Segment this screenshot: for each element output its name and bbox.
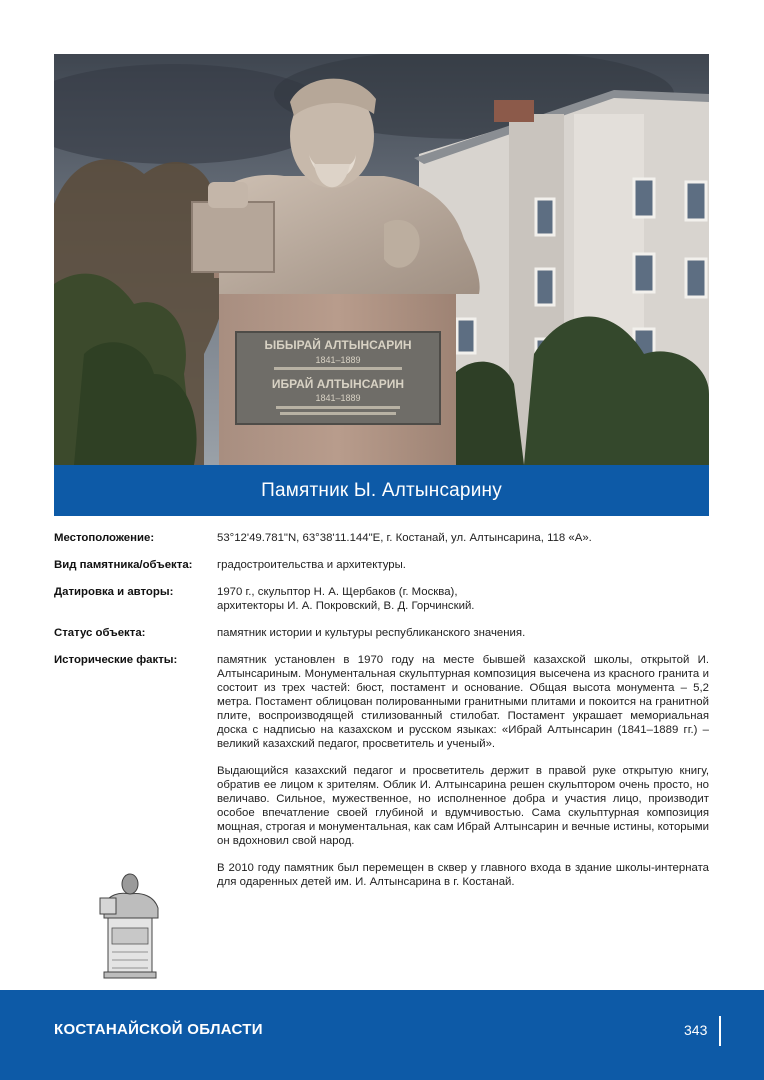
plaque-line-1: ЫБЫРАЙ АЛТЫНСАРИН [264, 338, 412, 352]
monument-photo [54, 54, 709, 465]
plaque-line-3: ИБРАЙ АЛТЫНСАРИН [271, 377, 405, 391]
info-table [54, 531, 709, 902]
monument-title-band [54, 465, 709, 516]
info-value-line: 53°12'49.781"N, 63°38'11.144"E, г. Костанай, ул. Алтынсарина, 118 «А». [217, 532, 592, 544]
info-value [217, 585, 709, 626]
info-value [217, 626, 709, 653]
info-row-status [54, 626, 709, 653]
plaque-line-2: 1841–1889 [315, 355, 361, 365]
info-row-history [54, 653, 709, 902]
info-label: Исторические факты: [54, 654, 178, 666]
info-label: Датировка и авторы: [54, 586, 174, 598]
info-label: Местоположение: [54, 532, 155, 544]
info-value-line: градостроительства и архитектуры. [217, 559, 406, 571]
page-number: 343 [684, 1022, 708, 1038]
footer-region: КОСТАНАЙСКОЙ ОБЛАСТИ [54, 1021, 263, 1038]
info-row-location [54, 531, 709, 558]
info-row-dating [54, 585, 709, 626]
info-value-line: памятник истории и культуры республиканского значения. [217, 627, 526, 639]
history-paragraph: памятник установлен в 1970 году на месте бывшей казахской школы, открытой И. Алтынсариным. Монументальная скульптурная композиция высечена из красного гранита и состоит из трех частей: бюст, постамент и основание. Общая высота монумента – 5,2 метра. Постамент облицован полированными гранитными плитами и покоится на гранитной плите, воспроизводящей стилизованный стилобат. Постамент украшает мемориальная доска с надписью на казахском и русском языках: «Ибрай Алтынсарин (1841–1889 гг.) – великий казахский педагог, просветитель и ученый». [217, 654, 709, 750]
info-value [217, 653, 709, 902]
info-label: Вид памятника/объекта: [54, 559, 193, 571]
history-paragraph: Выдающийся казахский педагог и просветитель держит в правой руке открытую книгу, обратив ее лицом к зрителям. Облик И. Алтынсарина решен скульптором очень просто, но величаво. Сильное, мужественное, но исполненное добра и участия лицо, производит особое впечатление своей глубиной и вдумчивостью. Сама скульптурная композиция мощная, строгая и монументальная, как сам Ибрай Алтынсарин и вечные истины, которыми он вдохновил свой народ. [217, 765, 709, 847]
info-row-type [54, 558, 709, 585]
history-paragraph: В 2010 году памятник был перемещен в сквер у главного входа в здание школы-интерната для одаренных детей им. И. Алтынсарина в г. Костанай. [217, 862, 709, 888]
page-footer [0, 990, 764, 1080]
footer-divider [719, 1016, 721, 1046]
plaque-line-4: 1841–1889 [315, 393, 361, 403]
info-value-line: архитекторы И. А. Покровский, В. Д. Горчинский. [217, 600, 475, 612]
monument-sketch-icon [96, 868, 164, 980]
info-value-line: 1970 г., скульптор Н. А. Щербаков (г. Москва), [217, 586, 458, 598]
info-label: Статус объекта: [54, 627, 146, 639]
monument-title: Памятник Ы. Алтынсарину [261, 479, 502, 501]
info-value [217, 531, 709, 558]
info-value [217, 558, 709, 585]
